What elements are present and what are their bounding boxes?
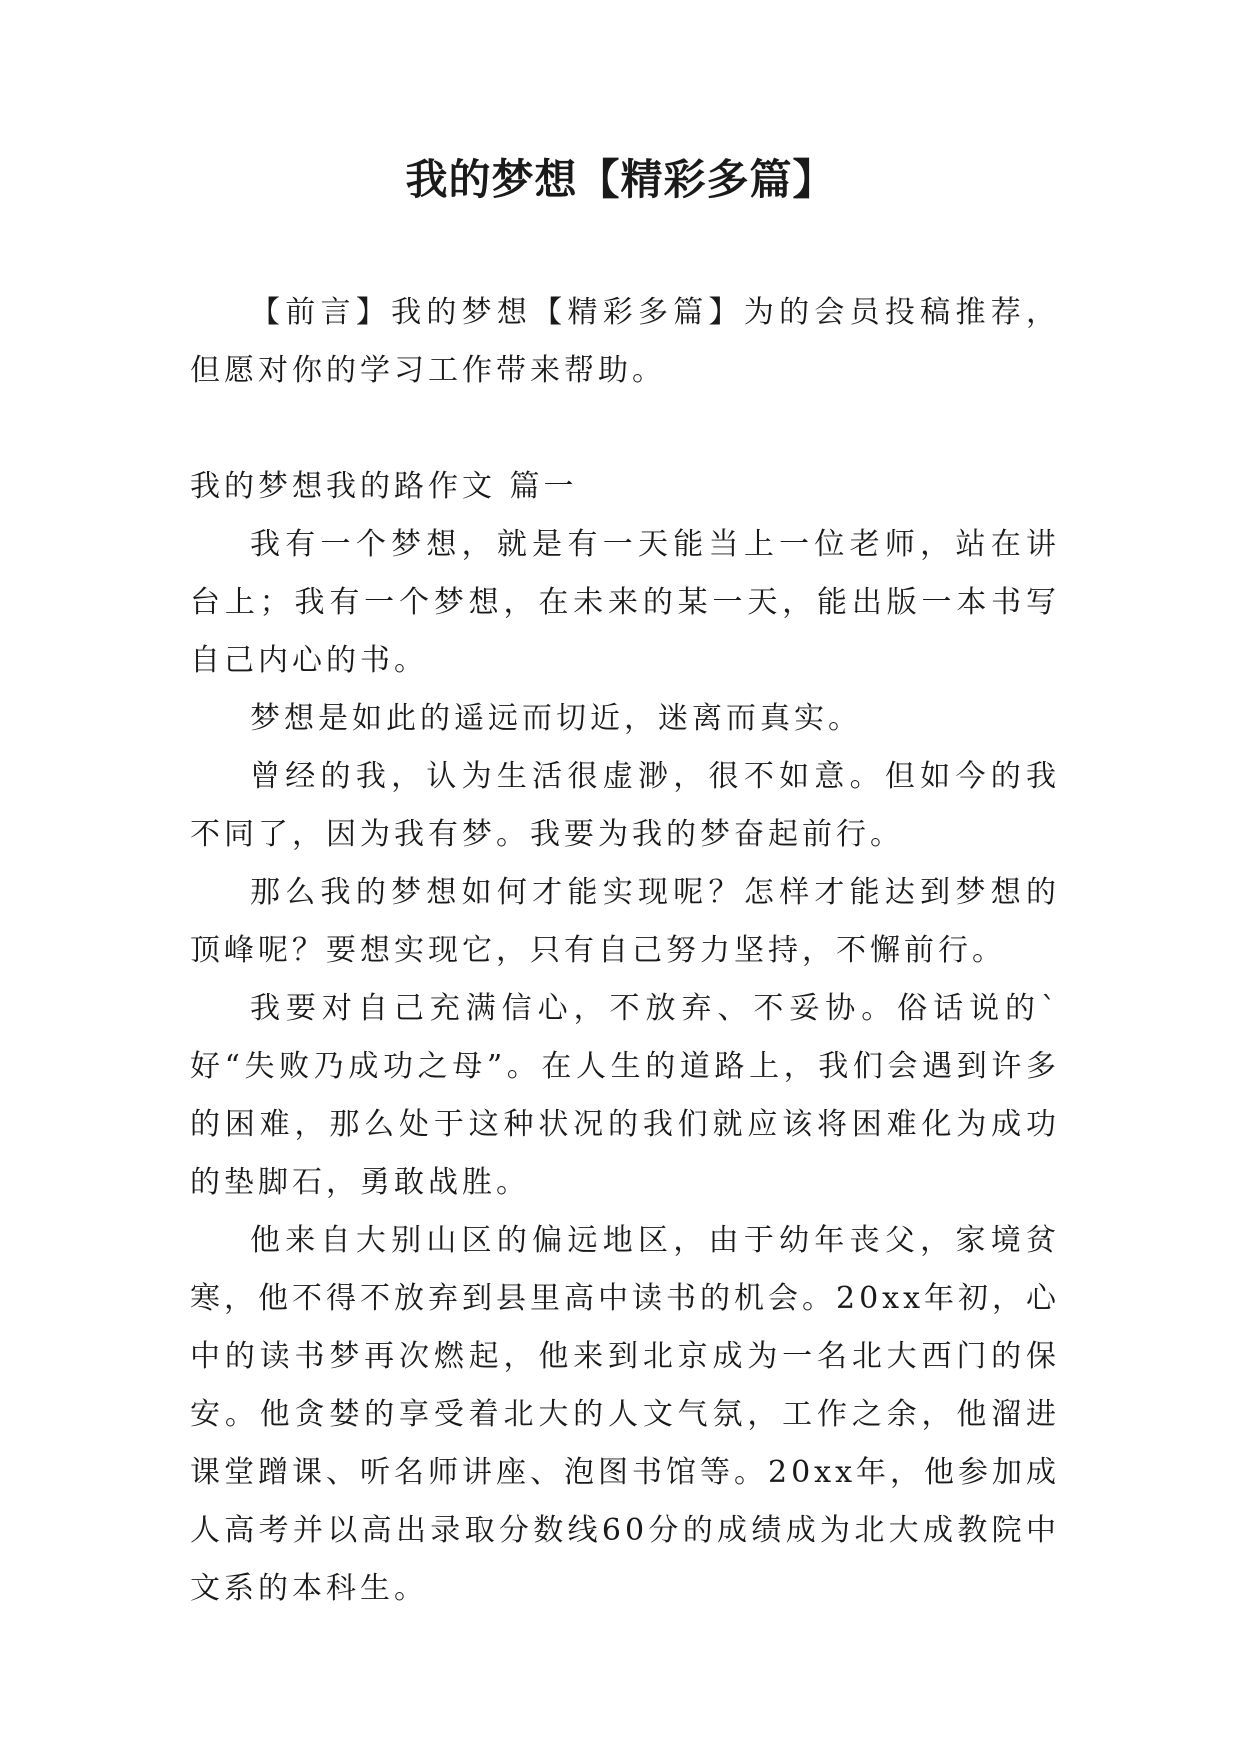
section-heading: 我的梦想我的路作文 篇一 [190,469,578,504]
body-paragraph: 他来自大别山区的偏远地区，由于幼年丧父，家境贫寒，他不得不放弃到县里高中读书的机会。20xx年初，心中的读书梦再次燃起，他来到北京成为一名北大西门的保安。他贪婪的享受着北大的人文气氛，工作之余，他溜进课堂蹭课、听名师讲座、泡图书馆等。20xx年，他参加成人高考并以高出录取分数线60分的成绩成为北大成教院中文系的本科生。 [190,1223,1061,1606]
body-paragraph: 我有一个梦想，就是有一天能当上一位老师，站在讲台上；我有一个梦想，在未来的某一天，能出版一本书写自己内心的书。 [190,527,1060,678]
body-paragraph: 梦想是如此的遥远而切近，迷离而真实。 [250,701,862,736]
document-title: 我的梦想【精彩多篇】 [405,155,836,204]
body-paragraph: 那么我的梦想如何才能实现呢？怎样才能达到梦想的顶峰呢？要想实现它，只有自己努力坚持，不懈前行。 [190,875,1060,968]
body-paragraph: 曾经的我，认为生活很虚渺，很不如意。但如今的我不同了，因为我有梦。我要为我的梦奋起前行。 [190,759,1060,852]
preface-paragraph: 【前言】我的梦想【精彩多篇】为的会员投稿推荐，但愿对你的学习工作带来帮助。 [190,295,1060,388]
body-paragraph: 我要对自己充满信心，不放弃、不妥协。俗话说的`好“失败乃成功之母”。在人生的道路上，我们会遇到许多的困难，那么处于这种状况的我们就应该将困难化为成功的垫脚石，勇敢战胜。 [190,991,1060,1200]
document-body [190,284,1060,1618]
